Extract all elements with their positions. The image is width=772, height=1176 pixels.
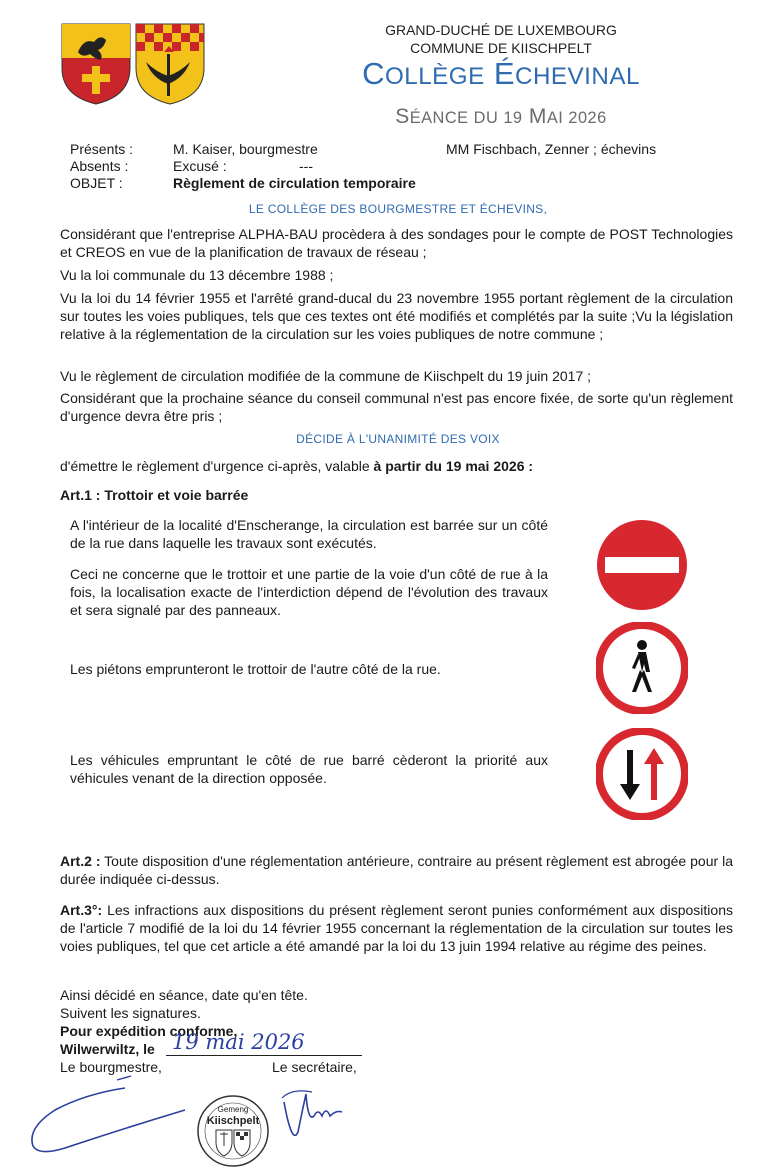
art2 bbox=[60, 852, 733, 888]
considerant-2: Vu la loi communale du 13 décembre 1988 ; bbox=[60, 267, 334, 283]
no-pedestrians-sign-icon bbox=[596, 622, 688, 717]
footer-place: Wilwerwiltz, le bbox=[60, 1041, 155, 1057]
considerant-3: Vu la loi du 14 février 1955 et l'arrêté grand-ducal du 23 novembre 1955 portant règlement de la circulation sur toutes les voies publiques, tels que ces textes ont été modifiés et complétés par la suite ;Vu la législation relative à la réglementation de la circulation sur les voies publiques de notre commune ; bbox=[60, 290, 733, 342]
title-cap: C bbox=[362, 56, 385, 91]
art1-title: Art.1 : Trottoir et voie barrée bbox=[60, 487, 249, 503]
art1-paragraph-3: Les piétons emprunteront le trottoir de l'autre côté de la rue. bbox=[70, 661, 441, 677]
absents-value-2: --- bbox=[299, 158, 313, 174]
title-word: CHEVINAL bbox=[515, 63, 640, 90]
session-word: AI 2026 bbox=[546, 109, 607, 127]
bourgmestre-label: Le bourgmestre, bbox=[60, 1059, 162, 1075]
footer-expedition: Pour expédition conforme, bbox=[60, 1023, 238, 1039]
secretaire-label: Le secrétaire, bbox=[272, 1059, 357, 1075]
session-date bbox=[320, 105, 682, 129]
absents-value: Excusé : bbox=[173, 158, 227, 174]
title-word: OLLÈGE bbox=[384, 63, 485, 90]
art3-label: Art.3°: bbox=[60, 902, 103, 918]
art1-paragraph-4: Les véhicules empruntant le côté de rue barré cèderont la priorité aux véhicules venant de la direction opposée. bbox=[70, 752, 548, 786]
presents-label: Présents : bbox=[70, 141, 134, 157]
coat-of-arms-icon bbox=[60, 22, 210, 106]
art2-text: Toute disposition d'une réglementation antérieure, contraire au présent règlement est abrogée pour la durée indiquée ci-dessus. bbox=[60, 853, 733, 887]
secretaire-signature bbox=[278, 1082, 358, 1148]
header-country: GRAND-DUCHÉ DE LUXEMBOURG bbox=[385, 22, 617, 38]
art1-paragraph-2: Ceci ne concerne que le trottoir et une partie de la voie d'un côté de rue à la fois, la localisation exacte de l'interdiction dépend de l'évolution des travaux et sera signalé par des panneaux. bbox=[70, 566, 548, 618]
commune-stamp bbox=[196, 1094, 270, 1171]
handwritten-date: 19 mai 2026 bbox=[172, 1030, 305, 1054]
no-entry-sign-icon bbox=[595, 518, 689, 615]
emettre-line bbox=[60, 457, 733, 475]
footer-signatures: Suivent les signatures. bbox=[60, 1005, 201, 1021]
art3-text: Les infractions aux dispositions du présent règlement seront punies conformément aux dispositions de l'article 7 modifié de la loi du 14 février 1955 concernant la réglementation de la circulation sur toutes les voies publiques, tel que cet article a été amandé par la loi du 13 juin 1994 relative au régime des peines. bbox=[60, 902, 733, 954]
considerant-4: Vu le règlement de circulation modifiée de la commune de Kiischpelt du 19 juin 2017 ; bbox=[60, 368, 592, 384]
objet-label: OBJET : bbox=[70, 175, 123, 191]
page-title bbox=[320, 56, 682, 92]
absents-label: Absents : bbox=[70, 158, 129, 174]
stamp-name-text: Kiischpelt bbox=[206, 1115, 260, 1127]
art2-label: Art.2 : bbox=[60, 853, 101, 869]
priority-oncoming-sign-icon bbox=[596, 728, 688, 823]
presents-value-2: MM Fischbach, Zenner ; échevins bbox=[446, 141, 657, 157]
session-word: ÉANCE DU 19 bbox=[409, 109, 523, 127]
presents-value: M. Kaiser, bourgmestre bbox=[173, 141, 318, 157]
date-underline bbox=[166, 1055, 362, 1056]
considerant-1: Considérant que l'entreprise ALPHA-BAU procèdera à des sondages pour le compte de POST Technologies et CREOS en vue de la planification de travaux de réseau ; bbox=[60, 226, 733, 260]
emettre-date: à partir du 19 mai 2026 : bbox=[373, 458, 534, 474]
art1-paragraph-1: A l'intérieur de la localité d'Enscherange, la circulation est barrée sur un côté de la rue dans laquelle les travaux sont exécutés. bbox=[70, 517, 548, 551]
art3 bbox=[60, 901, 733, 955]
considerant-5: Considérant que la prochaine séance du conseil communal n'est pas encore fixée, de sorte qu'un règlement d'urgence devra être pris ; bbox=[60, 390, 733, 424]
stamp-top-text: Gemeng bbox=[217, 1105, 249, 1114]
session-cap: S bbox=[395, 105, 410, 128]
session-cap: M bbox=[528, 105, 547, 128]
title-cap: É bbox=[493, 56, 516, 91]
emettre-text: d'émettre le règlement d'urgence ci-après, valable bbox=[60, 458, 374, 474]
header-commune: COMMUNE DE KIISCHPELT bbox=[410, 40, 592, 56]
decision-heading: DÉCIDE À L'UNANIMITÉ DES VOIX bbox=[296, 432, 500, 446]
footer-decided: Ainsi décidé en séance, date qu'en tête. bbox=[60, 987, 308, 1003]
bourgmestre-signature bbox=[25, 1070, 205, 1160]
college-heading: LE COLLÈGE DES BOURGMESTRE ET ÉCHEVINS, bbox=[248, 202, 548, 216]
objet-value: Règlement de circulation temporaire bbox=[173, 175, 416, 191]
